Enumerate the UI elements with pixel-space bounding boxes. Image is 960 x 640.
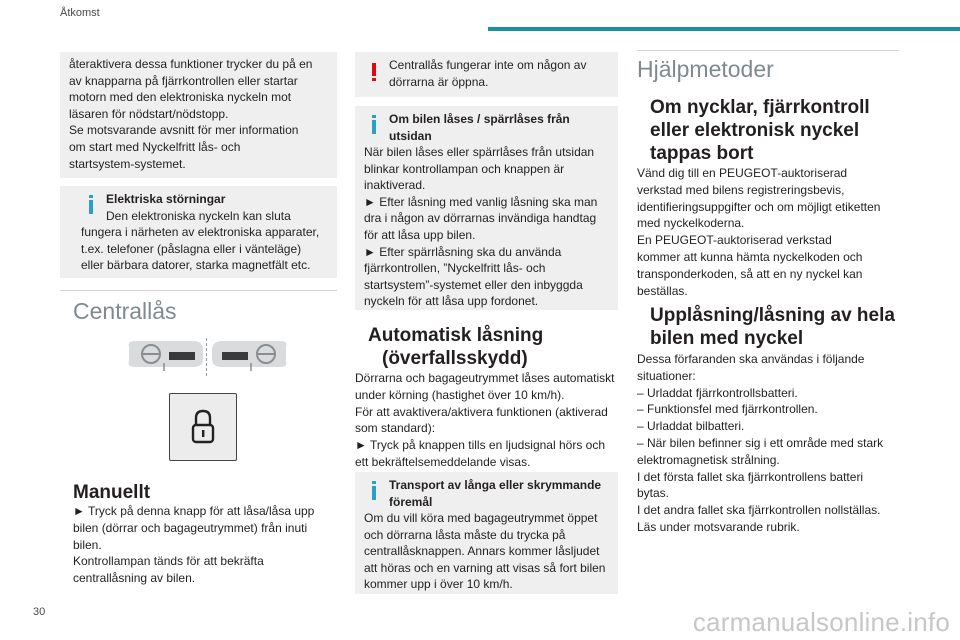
text-line: startsystem”-systemet eller den inbyggda bbox=[364, 277, 583, 292]
text-line: I det första fallet ska fjärrkontrollens batteri bbox=[637, 469, 864, 484]
text-line: – När bilen befinner sig i ett område med stark bbox=[637, 435, 884, 450]
text-line: – Urladdat fjärrkontrollsbatteri. bbox=[637, 385, 798, 400]
text-line: identifieringsuppgifter och om möjligt etiketten bbox=[637, 199, 881, 214]
text-line: Vänd dig till en PEUGEOT-auktoriserad bbox=[637, 166, 848, 180]
text-line: centrallåsning av bilen. bbox=[73, 571, 196, 586]
text-line: under körning (hastighet över 10 km/h). bbox=[355, 387, 565, 402]
text-line: beställas. bbox=[637, 283, 688, 298]
text-line: I det andra fallet ska fjärrkontrollen nollställas. bbox=[637, 503, 881, 518]
text-line: ► Tryck på denna knapp för att låsa/låsa upp bbox=[73, 504, 315, 518]
watermark-text: carmanualsonline.info bbox=[692, 607, 950, 637]
lost-keys-text bbox=[637, 165, 880, 299]
text-line: eller bärbara datorer, starka magnetfält etc. bbox=[81, 258, 311, 273]
subheading-line: eller elektronisk nyckel bbox=[650, 120, 860, 141]
info-box-long-objects bbox=[355, 472, 618, 594]
text-line: För att avaktivera/aktivera funktionen (aktiverad bbox=[355, 404, 608, 419]
section-divider bbox=[637, 50, 899, 51]
text-line: dra i någon av dörrarnas invändiga handtag bbox=[364, 211, 597, 226]
text-line: bytas. bbox=[637, 486, 670, 501]
subheading-line: Automatisk låsning bbox=[368, 325, 544, 346]
text-line: Dörrarna och bagageutrymmet låses automatiskt bbox=[355, 371, 615, 385]
car-top-view-right-icon bbox=[210, 339, 292, 373]
text-line: – Urladdat bilbatteri. bbox=[637, 419, 745, 434]
info-box-title: Om bilen låses / spärrlåses från bbox=[389, 112, 570, 126]
running-header: Åtkomst bbox=[60, 7, 100, 19]
car-separator bbox=[206, 338, 208, 376]
text-line: att höras och en varning att visas så fort bilen bbox=[364, 560, 606, 575]
text-line: fungera i närheten av elektroniska apparater, bbox=[81, 225, 320, 239]
note-box-top bbox=[60, 52, 337, 178]
info-box-interference bbox=[60, 186, 337, 278]
warning-box bbox=[355, 52, 618, 97]
subheading-line: Upplåsning/låsning av hela bbox=[650, 305, 895, 326]
text-line: ett bekräftelsemeddelande visas. bbox=[355, 454, 531, 469]
subheading-automatic-locking bbox=[368, 324, 543, 370]
text-line: Kontrollampan tänds för att bekräfta bbox=[73, 554, 264, 569]
text-line: med nyckelkoderna. bbox=[637, 216, 745, 231]
car-top-view-left-icon bbox=[123, 339, 205, 373]
text-line: kommer upp i över 10 km/h. bbox=[364, 577, 513, 592]
text-line: motorn med den elektroniska nyckeln mot bbox=[69, 90, 292, 105]
text-line: fjärrkontrollen, ”Nyckelfritt lås- och bbox=[364, 261, 546, 276]
text-line: När bilen låses eller spärrlåses från utsidan bbox=[364, 145, 595, 159]
header-accent-bar bbox=[488, 27, 960, 31]
text-line: ► Efter spärrlåsning ska du använda bbox=[364, 244, 562, 259]
info-box-title: Elektriska störningar bbox=[106, 192, 226, 206]
text-line: centrallåsknappen. Annars kommer låsljudet bbox=[364, 544, 600, 559]
text-line: transponderkoden, så att en ny nyckel kan bbox=[637, 266, 863, 281]
page-number: 30 bbox=[33, 606, 46, 618]
central-lock-button-illustration bbox=[169, 393, 237, 461]
subheading-line: (överfallsskydd) bbox=[382, 348, 528, 369]
subheading-line: bilen med nyckel bbox=[650, 328, 804, 349]
text-line: bilen. bbox=[73, 537, 102, 552]
info-box-title: Transport av långa eller skrymmande bbox=[389, 478, 602, 492]
text-line: bilen (dörrar och bagageutrymmet) från inuti bbox=[73, 520, 308, 535]
text-line: inaktiverad. bbox=[364, 178, 426, 193]
text-line: läsaren för nödstart/nödstopp. bbox=[69, 106, 229, 121]
info-box-exterior-lock bbox=[355, 106, 618, 310]
text-line: verkstad med bilens registreringsbevis, bbox=[637, 182, 845, 197]
subheading-manuellt: Manuellt bbox=[73, 482, 151, 503]
section-divider bbox=[60, 290, 337, 291]
text-line: för att låsa upp bilen. bbox=[364, 227, 476, 242]
subheading-line: Om nycklar, fjärrkontroll bbox=[650, 97, 870, 118]
text-line: och dörrarna låsta måste du trycka på bbox=[364, 527, 566, 542]
text-line: återaktivera dessa funktioner trycker du på en bbox=[69, 57, 313, 71]
text-line: elektromagnetisk strålning. bbox=[637, 452, 780, 467]
text-line: Se motsvarande avsnitt för mer information bbox=[69, 123, 299, 138]
unlock-with-key-text bbox=[637, 351, 883, 536]
text-line: Om du vill köra med bagageutrymmet öppet bbox=[364, 511, 598, 525]
text-line: nyckeln för att låsa upp fordonet. bbox=[364, 294, 539, 309]
text-line: ► Tryck på knappen tills en ljudsignal hörs och bbox=[355, 438, 606, 453]
text-line: t.ex. telefoner (påslagna eller i vänteläge) bbox=[81, 241, 302, 256]
text-line: Läs under motsvarande rubrik. bbox=[637, 519, 800, 534]
text-line: ► Efter låsning med vanlig låsning ska man bbox=[364, 194, 598, 209]
subheading-unlock-with-key bbox=[650, 304, 895, 350]
text-line: kommer att kunna hämta nyckelkoden och bbox=[637, 249, 863, 264]
text-line: Centrallås fungerar inte om någon av bbox=[389, 58, 587, 72]
text-line: Den elektroniska nyckeln kan sluta bbox=[106, 208, 291, 223]
info-box-title: utsidan bbox=[389, 128, 432, 143]
text-line: – Funktionsfel med fjärrkontrollen. bbox=[637, 402, 818, 417]
section-title-help-methods: Hjälpmetoder bbox=[637, 56, 774, 82]
automatic-locking-text bbox=[355, 370, 614, 471]
text-line: Dessa förfaranden ska användas i följande bbox=[637, 352, 865, 366]
text-line: situationer: bbox=[637, 368, 696, 383]
section-title-centrallas: Centrallås bbox=[73, 298, 177, 324]
subheading-lost-keys bbox=[650, 96, 870, 165]
text-line: dörrarna är öppna. bbox=[389, 74, 489, 89]
text-line: startsystem-systemet. bbox=[69, 156, 186, 171]
subheading-line: tappas bort bbox=[650, 143, 754, 164]
padlock-icon bbox=[170, 394, 236, 460]
text-line: om start med Nyckelfritt lås- och bbox=[69, 139, 241, 154]
text-line: En PEUGEOT-auktoriserad verkstad bbox=[637, 233, 832, 248]
text-line: av knapparna på fjärrkontrollen eller startar bbox=[69, 73, 298, 88]
text-line: som standard): bbox=[355, 421, 436, 436]
text-line: blinkar kontrollampan och knappen är bbox=[364, 161, 565, 176]
manual-lock-text bbox=[73, 503, 314, 587]
info-box-title: föremål bbox=[389, 494, 433, 509]
